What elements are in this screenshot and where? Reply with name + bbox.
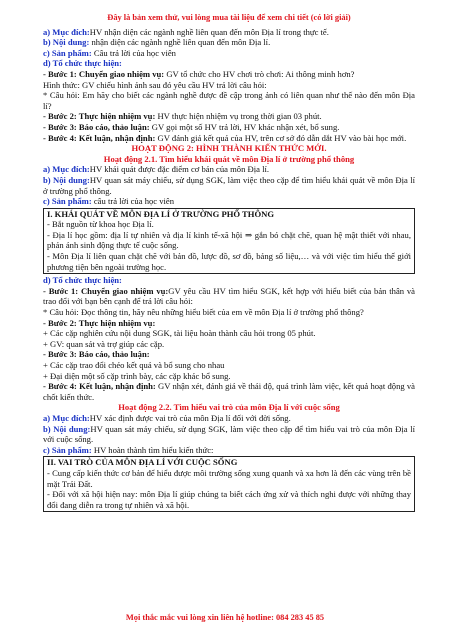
muc-dich-1: a) Mục đích:HV nhận diện các ngành nghề liên quan đến môn Địa lí trong thực tế. — [43, 26, 329, 37]
noi-dung-21: b) Nội dung:HV quan sát máy chiếu, sử dụng SGK, làm việc theo cặp để tìm hiểu khái quát về môn Địa lí ở trường phổ thông. — [43, 174, 415, 196]
san-pham-21: c) Sản phẩm: câu trả lời của học viên — [43, 196, 175, 207]
buoc3-21-line: + Các cặp trao đổi chéo kết quả và bổ sung cho nhau — [43, 360, 225, 370]
noi-dung-22: b) Nội dung:HV quan sát máy chiếu, sử dụng SGK, làm việc theo cặp để tìm hiểu vai trò của môn Địa lí với cuộc sống. — [43, 423, 416, 445]
hinh-thuc-1: Hình thức: GV chiếu hình ảnh sau đó yêu cầu HV trả lời câu hỏi: — [43, 79, 267, 90]
san-pham-1: c) Sản phẩm: Câu trả lời của học viên — [43, 47, 176, 58]
hotline-notice: Mọi thắc mắc vui lòng xin liên hệ hotline: 084 283 45 85 — [125, 613, 325, 622]
knowledge-box-2-line: - Đối với xã hội hiện nay: môn Địa lí giúp chúng ta biết cách ứng xử và thích nghi được với những thay đổi đang diễn ra trong tự nhiên và xã hội. — [47, 489, 411, 510]
muc-dich-21: a) Mục đích:HV khái quát được đặc điểm cơ bản của môn Địa lí. — [43, 164, 270, 175]
cau-hoi-1: * Câu hỏi: Em hãy cho biết các ngành nghề được đề cập trong ảnh có liên quan như thế nào đến môn Địa lí? — [43, 90, 415, 111]
knowledge-box-2-title: II. VAI TRÒ CỦA MÔN ĐỊA LÍ VỚI CUỘC SỐNG — [47, 457, 238, 468]
hoat-dong-2-2-title: Hoạt động 2.2. Tìm hiểu vai trò của môn Địa lí với cuộc sống — [118, 402, 340, 413]
hoat-dong-2-1-title: Hoạt động 2.1. Tìm hiểu khái quát về môn Địa lí ở trường phổ thông — [103, 153, 355, 164]
knowledge-box-1-line: - Môn Địa lí liên quan chặt chẽ với bản đồ, lược đồ, sơ đồ, bảng số liệu,… và với việc tìm hiểu thế giới phương tiện bên ngoài trường học. — [47, 251, 411, 272]
knowledge-box-1-line: - Bắt nguồn từ khoa học Địa lí. — [47, 219, 154, 230]
buoc2-21-line: + GV: quan sát và trợ giúp các cặp. — [43, 338, 165, 349]
buoc3-21: - Bước 3: Báo cáo, thảo luận: — [43, 349, 150, 360]
to-chuc-21: d) Tổ chức thực hiện: — [43, 275, 122, 286]
buoc2-21-line: + Các cặp nghiên cứu nội dung SGK, tài liệu hoàn thành câu hỏi trong 05 phút. — [43, 328, 316, 339]
muc-dich-22: a) Mục đích:HV xác định được vai trò của môn Địa lí đối với đời sống. — [43, 412, 291, 423]
preview-notice: Đây là bản xem thử, vui lòng mua tài liệu để xem chi tiết (có lời giải) — [107, 13, 351, 22]
knowledge-box-1 — [43, 208, 415, 275]
knowledge-box-1-line: - Địa lí học gồm: địa lí tự nhiên và địa lí kinh tế-xã hội ⇒ gắn bó chặt chẽ, quan hệ mật thiết với nhau, phản ánh sinh động thực tế cuộc sống. — [47, 229, 411, 251]
buoc2-21: - Bước 2: Thực hiện nhiệm vụ: — [43, 317, 156, 328]
buoc1-1: - Bước 1: Chuyển giao nhiệm vụ: GV tổ chức cho HV chơi trò chơi: Ai thông minh hơn? — [43, 68, 355, 79]
buoc4-21: - Bước 4: Kết luận, nhận định: GV nhận xét, đánh giá về thái độ, quá trình làm việc, kết quả hoạt động và chốt kiến thức. — [43, 381, 415, 402]
buoc2-1: - Bước 2: Thực hiện nhiệm vụ: HV thực hiện nhiệm vụ trong thời gian 03 phút. — [43, 111, 322, 122]
buoc4-1: - Bước 4: Kết luận, nhận định: GV đánh giá kết quả của HV, trên cơ sở đó dẫn dắt HV vào bài học mới. — [43, 132, 407, 143]
knowledge-box-2-line: - Cung cấp kiến thức cơ bản để hiểu được môi trường sống xung quanh và xa hơn là đến các vùng trên bề mặt Trái Đất. — [47, 467, 411, 489]
buoc1-21: - Bước 1: Chuyển giao nhiệm vụ:GV yêu cầu HV tìm hiểu SGK, kết hợp với hiểu biết của bản thân và trao đổi với bạn bên cạnh để trả lời câu hỏi: — [43, 285, 415, 307]
buoc3-21-line: + Đại diện một số cặp trình bày, các cặp khác bổ sung. — [43, 370, 231, 381]
hoat-dong-2-heading: HOẠT ĐỘNG 2: HÌNH THÀNH KIẾN THỨC MỚI. — [131, 143, 327, 154]
san-pham-22: c) Sản phẩm: HV hoàn thành tìm hiểu kiến thức: — [43, 444, 214, 455]
cau-hoi-21: * Câu hỏi: Đọc thông tin, hãy nêu những hiểu biết của em về môn Địa lí ở trường phổ thông? — [43, 307, 364, 318]
knowledge-box-1-title: I. KHÁI QUÁT VỀ MÔN ĐỊA LÍ Ở TRƯỜNG PHỔ THÔNG — [47, 208, 275, 219]
noi-dung-1: b) Nội dung: nhận diện các ngành nghề liên quan đến môn Địa lí. — [43, 37, 271, 48]
to-chuc-1: d) Tổ chức thực hiện: — [43, 58, 122, 69]
document-content — [43, 13, 415, 513]
buoc3-1: - Bước 3: Báo cáo, thảo luận: GV gọi một số HV trả lời, HV khác nhận xét, bổ sung. — [43, 121, 340, 132]
knowledge-box-2 — [43, 456, 415, 512]
